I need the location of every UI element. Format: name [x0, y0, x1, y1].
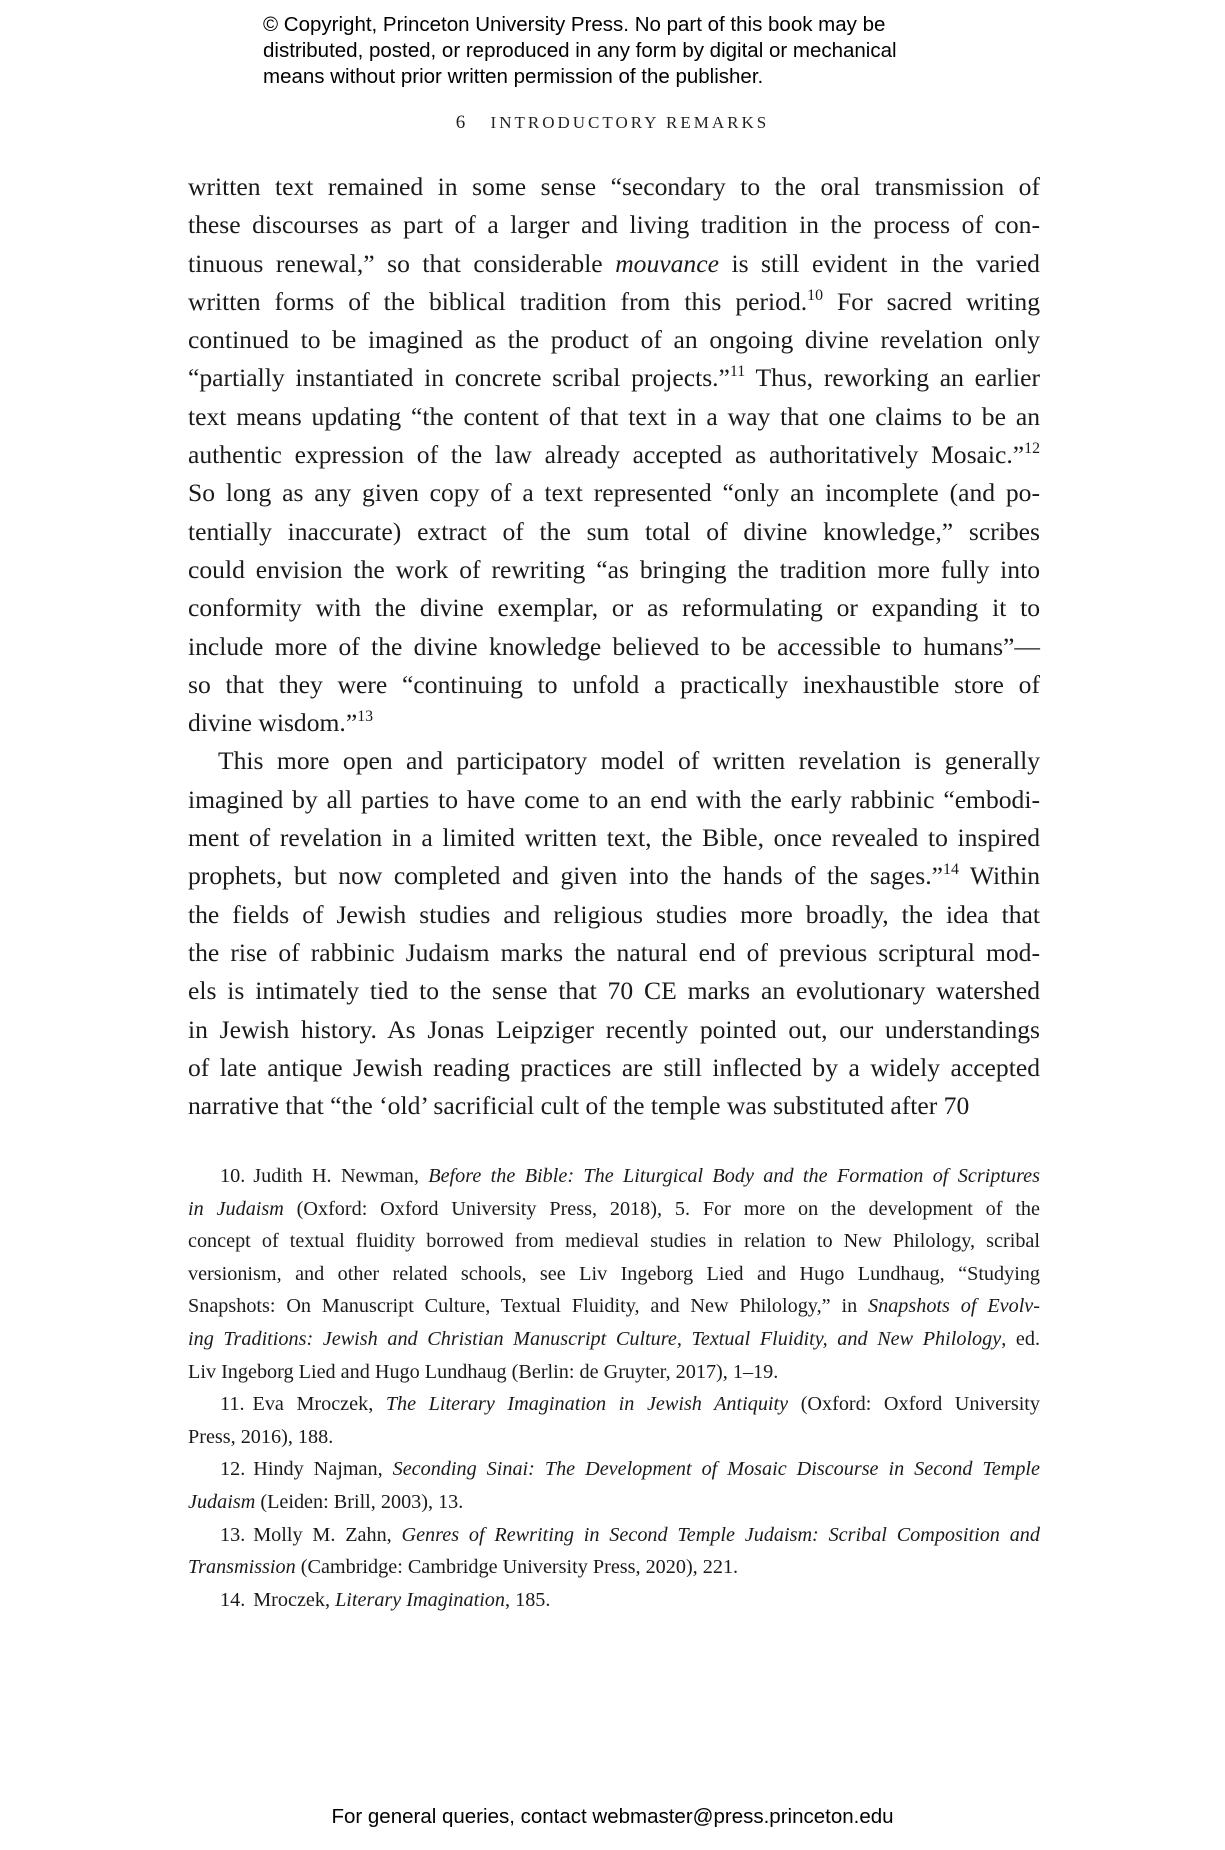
body-line	[188, 628, 1040, 666]
footnote-line	[188, 1519, 1040, 1552]
footnote-ref: 11	[729, 363, 746, 381]
footnote-ref: 13	[357, 708, 374, 726]
line-text: these discourses as part of a larger and living tradition in the process of con-	[188, 210, 1040, 240]
line-text: Press, 2016), 188.	[188, 1425, 334, 1448]
footnote	[188, 1453, 1040, 1518]
copyright-line: © Copyright, Princeton University Press. No part of this book may be	[263, 13, 886, 36]
line-text: Thus, reworking an earlier	[745, 363, 1040, 393]
body-line	[188, 972, 1040, 1010]
footnote-number: 13.	[220, 1523, 246, 1546]
line-text: Molly M. Zahn,	[253, 1523, 402, 1546]
italic-text: Seconding Sinai: The Development of Mosaic Discourse in Second Temple	[392, 1458, 1040, 1481]
italic-text: mouvance	[615, 248, 719, 278]
body-line	[188, 474, 1040, 512]
italic-text: Transmission	[188, 1556, 296, 1579]
body-line	[188, 321, 1040, 359]
line-text: tinuous renewal,” so that considerable	[188, 248, 616, 278]
body-line	[188, 1011, 1040, 1049]
body-line	[188, 742, 1040, 780]
line-text: (Oxford: Oxford University	[788, 1393, 1041, 1416]
line-text: Eva Mroczek,	[252, 1393, 386, 1416]
body-line	[188, 934, 1040, 972]
footnote-line	[188, 1225, 1040, 1258]
body-line	[188, 589, 1040, 627]
italic-text: Literary Imagination	[335, 1588, 505, 1611]
body-line	[188, 819, 1040, 857]
line-text: could envision the work of rewriting “as bringing the tradition more fully into	[188, 554, 1040, 584]
line-text: (Leiden: Brill, 2003), 13.	[255, 1490, 464, 1513]
copyright-notice	[263, 12, 983, 90]
footnote-line	[188, 1486, 1040, 1519]
italic-text: Before the Bible: The Liturgical Body and the Formation of Scriptures	[428, 1165, 1041, 1187]
footnote-line	[188, 1193, 1040, 1226]
body-line	[188, 513, 1040, 551]
body-line	[188, 283, 1040, 321]
line-text: Snapshots: On Manuscript Culture, Textual Fluidity, and New Philology,” in	[188, 1295, 869, 1318]
line-text: So long as any given copy of a text represented “only an incomplete (and po-	[188, 478, 1040, 508]
body-line	[188, 1087, 1040, 1125]
footnote-number: 12.	[220, 1458, 246, 1481]
footnotes	[188, 1160, 1040, 1616]
body-line	[188, 398, 1040, 436]
line-text: prophets, but now completed and given into the hands of the sages.”	[188, 861, 944, 891]
body-line	[188, 781, 1040, 819]
copyright-line: distributed, posted, or reproduced in any form by digital or mechanical	[263, 39, 897, 62]
italic-text: ing Traditions: Jewish and Christian Manuscript Culture, Textual Fluidity, and New Philology	[188, 1327, 1002, 1350]
body-line	[188, 896, 1040, 934]
line-text: (Cambridge: Cambridge University Press, 2020), 221.	[295, 1556, 739, 1579]
body-line	[188, 436, 1040, 474]
page-number: 6	[455, 112, 466, 133]
line-text: Mroczek,	[253, 1588, 336, 1611]
footnote-ref: 10	[807, 287, 824, 305]
line-text: conformity with the divine exemplar, or as reformulating or expanding it to	[188, 593, 1040, 623]
line-text: authentic expression of the law already accepted as authoritatively Mosaic.”	[188, 440, 1025, 470]
line-text: , ed.	[1001, 1327, 1040, 1350]
footnote-line	[188, 1160, 1040, 1193]
body-line	[188, 359, 1040, 397]
body-line	[188, 168, 1040, 206]
copyright-line: means without prior written permission of the publisher.	[263, 65, 764, 88]
running-head-title: INTRODUCTORY REMARKS	[490, 113, 770, 132]
line-text: Liv Ingeborg Lied and Hugo Lundhaug (Berlin: de Gruyter, 2017), 1–19.	[188, 1360, 779, 1383]
footnote-ref: 14	[943, 861, 959, 879]
italic-text: in Judaism	[188, 1197, 284, 1220]
footnote-line	[188, 1584, 1040, 1617]
footnote	[188, 1160, 1040, 1388]
line-text: written forms of the biblical tradition from this period.	[188, 286, 808, 316]
footnote-number: 11.	[220, 1393, 245, 1416]
italic-text: Genres of Rewriting in Second Temple Judaism: Scribal Composition and	[401, 1523, 1040, 1546]
footnote-line	[188, 1388, 1040, 1421]
footnote-line	[188, 1290, 1040, 1323]
footer-contact: For general queries, contact webmaster@press.princeton.edu	[331, 1805, 894, 1828]
footnote-number: 10.	[220, 1165, 246, 1187]
line-text: text means updating “the content of that text in a way that one claims to be an	[188, 401, 1040, 431]
footnote	[188, 1584, 1040, 1617]
line-text: the fields of Jewish studies and religious studies more broadly, the idea that	[188, 899, 1040, 929]
line-text: written text remained in some sense “secondary to the oral transmission of	[188, 172, 1040, 201]
body-line	[188, 704, 1040, 742]
line-text: , 185.	[505, 1588, 551, 1611]
line-text: This more open and participatory model of written revelation is generally	[218, 746, 1040, 776]
footnote-line	[188, 1356, 1040, 1389]
footnote-line	[188, 1258, 1040, 1291]
body-line	[188, 857, 1040, 895]
body-line	[188, 551, 1040, 589]
line-text: in Jewish history. As Jonas Leipziger recently pointed out, our understandings	[188, 1014, 1040, 1044]
footnote-line	[188, 1421, 1040, 1454]
italic-text: Judaism	[188, 1490, 256, 1513]
italic-text: The Literary Imagination in Jewish Antiquity	[385, 1393, 789, 1416]
footnote-line	[188, 1453, 1040, 1486]
line-text: of late antique Jewish reading practices are still inflected by a widely accepted	[188, 1052, 1040, 1082]
line-text: Hindy Najman,	[253, 1458, 393, 1481]
line-text: is still evident in the varied	[718, 248, 1040, 278]
body-line	[188, 206, 1040, 244]
footnote	[188, 1519, 1040, 1584]
line-text: For sacred writing	[823, 286, 1040, 316]
line-text: so that they were “continuing to unfold a practically inexhaustible store of	[188, 669, 1040, 699]
italic-text: Snapshots of Evolv-	[868, 1295, 1040, 1318]
line-text: versionism, and other related schools, see Liv Ingeborg Lied and Hugo Lundhaug, “Studying	[188, 1262, 1040, 1285]
footnote-line	[188, 1323, 1040, 1356]
line-text: Within	[958, 861, 1040, 891]
line-text: (Oxford: Oxford University Press, 2018), 5. For more on the development of the	[283, 1197, 1040, 1220]
line-text: concept of textual fluidity borrowed from medieval studies in relation to New Philology, scribal	[188, 1230, 1040, 1253]
footnote-number: 14.	[220, 1588, 246, 1611]
body-line	[188, 1049, 1040, 1087]
line-text: “partially instantiated in concrete scribal projects.”	[188, 363, 730, 393]
line-text: the rise of rabbinic Judaism marks the natural end of previous scriptural mod-	[188, 937, 1040, 967]
line-text: continued to be imagined as the product of an ongoing divine revelation only	[188, 325, 1040, 355]
footnote-line	[188, 1551, 1040, 1584]
body-text	[188, 168, 1040, 1125]
line-text: tentially inaccurate) extract of the sum total of divine knowledge,” scribes	[188, 516, 1040, 546]
line-text: include more of the divine knowledge believed to be accessible to humans”—	[188, 631, 1040, 661]
line-text: narrative that “the ‘old’ sacrificial cult of the temple was substituted after 70	[188, 1091, 970, 1121]
footnote-ref: 12	[1024, 440, 1040, 458]
line-text: imagined by all parties to have come to an end with the early rabbinic “embodi-	[188, 784, 1040, 814]
line-text: divine wisdom.”	[188, 708, 358, 738]
line-text: els is intimately tied to the sense that 70 CE marks an evolutionary watershed	[188, 976, 1040, 1006]
running-head	[0, 112, 1225, 134]
footnote	[188, 1388, 1040, 1453]
body-line	[188, 245, 1040, 283]
line-text: Judith H. Newman,	[253, 1165, 429, 1187]
body-line	[188, 666, 1040, 704]
line-text: ment of revelation in a limited written text, the Bible, once revealed to inspired	[188, 823, 1040, 853]
